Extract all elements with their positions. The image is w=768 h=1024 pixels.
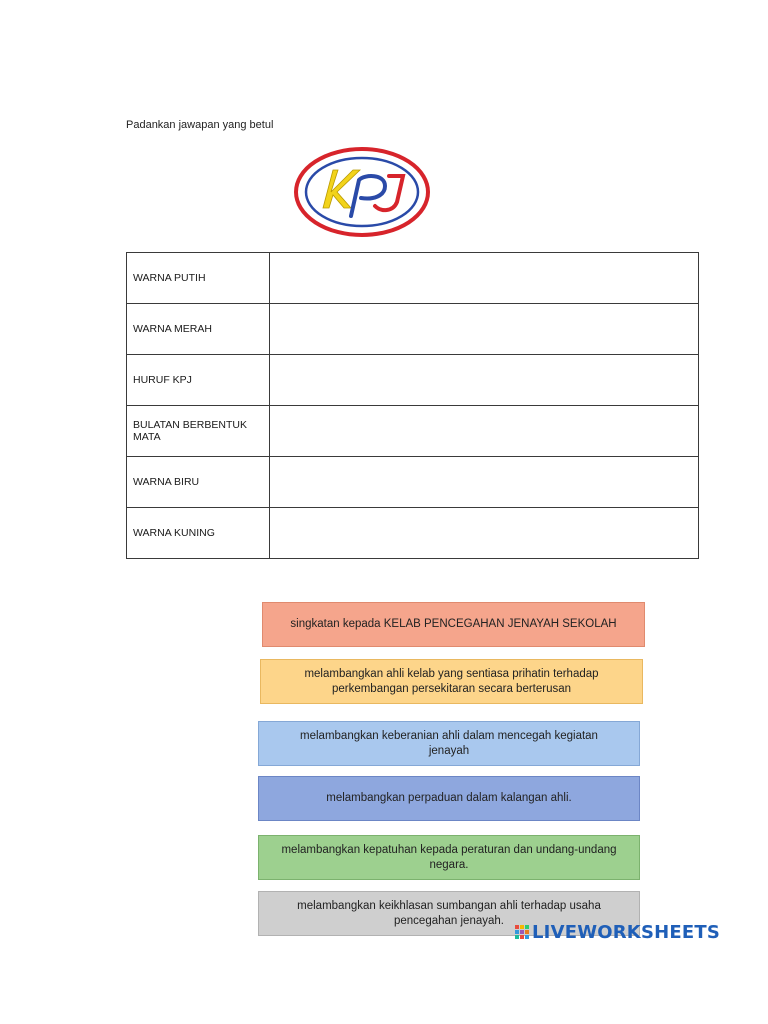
matching-table <box>126 252 699 559</box>
table-row <box>127 355 699 406</box>
table-row <box>127 508 699 559</box>
answer-drop-cell[interactable] <box>270 253 699 304</box>
answer-card[interactable]: melambangkan keberanian ahli dalam mencegah kegiatan jenayah <box>258 721 640 766</box>
row-label: WARNA MERAH <box>127 304 270 355</box>
row-label: BULATAN BERBENTUK MATA <box>127 406 270 457</box>
table-row <box>127 457 699 508</box>
liveworksheets-brand <box>515 922 720 943</box>
answer-card[interactable]: melambangkan kepatuhan kepada peraturan dan undang-undang negara. <box>258 835 640 880</box>
brand-text: LIVEWORKSHEETS <box>532 922 721 943</box>
answer-card[interactable]: melambangkan keikhlasan sumbangan ahli terhadap usaha pencegahan jenayah. <box>258 891 640 936</box>
row-label: HURUF KPJ <box>127 355 270 406</box>
table-row <box>127 406 699 457</box>
answer-drop-cell[interactable] <box>270 457 699 508</box>
liveworksheets-logo-icon <box>515 925 529 941</box>
answer-card[interactable]: melambangkan perpaduan dalam kalangan ahli. <box>258 776 640 821</box>
answer-drop-cell[interactable] <box>270 406 699 457</box>
answer-card[interactable]: melambangkan ahli kelab yang sentiasa prihatin terhadap perkembangan persekitaran secara berterusan <box>260 659 643 704</box>
kpj-logo <box>293 146 431 238</box>
instruction-text: Padankan jawapan yang betul <box>126 119 274 131</box>
answer-card[interactable]: singkatan kepada KELAB PENCEGAHAN JENAYAH SEKOLAH <box>262 602 645 647</box>
answer-drop-cell[interactable] <box>270 304 699 355</box>
table-row <box>127 304 699 355</box>
table-row <box>127 253 699 304</box>
answer-drop-cell[interactable] <box>270 355 699 406</box>
row-label: WARNA BIRU <box>127 457 270 508</box>
answer-drop-cell[interactable] <box>270 508 699 559</box>
row-label: WARNA PUTIH <box>127 253 270 304</box>
row-label: WARNA KUNING <box>127 508 270 559</box>
